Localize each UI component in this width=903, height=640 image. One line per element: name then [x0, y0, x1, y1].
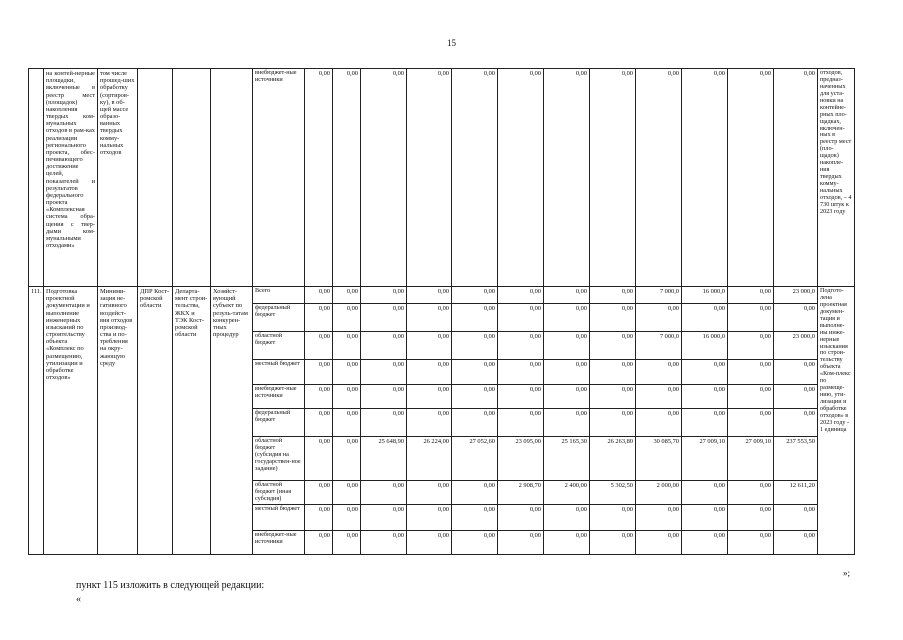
value-cell: 0,00 — [636, 409, 682, 437]
coexecutor — [173, 69, 211, 287]
value-cell: 0,00 — [544, 531, 590, 555]
value-cell: 0,00 — [590, 409, 636, 437]
value-cell: 0,00 — [728, 69, 774, 287]
table-row — [29, 69, 855, 287]
value-cell: 0,00 — [682, 385, 728, 409]
value-cell: 0,00 — [590, 505, 636, 531]
participant: Хозяйст-вующий субъект по резуль-татам конкурен-тных процедур — [211, 287, 253, 555]
value-cell: 0,00 — [728, 505, 774, 531]
value-cell: 0,00 — [498, 332, 544, 360]
value-cell: 0,00 — [728, 481, 774, 505]
value-cell: 0,00 — [774, 505, 818, 531]
value-cell: 0,00 — [498, 409, 544, 437]
funding-source: областной бюджет (субсидия на государствен-ное задание) — [253, 437, 305, 481]
value-cell: 16 000,0 — [682, 287, 728, 304]
value-cell: 0,00 — [728, 360, 774, 385]
value-cell: 0,00 — [774, 304, 818, 332]
opening-quote: « — [76, 594, 81, 605]
value-cell: 0,00 — [305, 437, 333, 481]
value-cell: 25 165,30 — [544, 437, 590, 481]
funding-source: областной бюджет (иная субсидия) — [253, 481, 305, 505]
value-cell: 0,00 — [682, 69, 728, 287]
value-cell: 0,00 — [361, 385, 407, 409]
funding-source: федеральный бюджет — [253, 409, 305, 437]
value-cell: 0,00 — [333, 531, 361, 555]
value-cell: 0,00 — [544, 360, 590, 385]
value-cell: 0,00 — [590, 304, 636, 332]
value-cell: 0,00 — [590, 531, 636, 555]
value-cell: 0,00 — [544, 304, 590, 332]
result: Подгото-лена проектная докумен-тация и выполне-ны инже-нерные изыскания по строи-тельству объекта «Ком-плекс по размеще-нию, ути-лизации и обработке отходов» в 2023 году - 1 единица — [818, 287, 855, 555]
funding-source: Всего — [253, 287, 305, 304]
value-cell: 0,00 — [728, 287, 774, 304]
value-cell: 0,00 — [361, 332, 407, 360]
row-number: 111. — [29, 287, 44, 555]
value-cell: 26 224,00 — [407, 437, 452, 481]
value-cell: 0,00 — [636, 304, 682, 332]
value-cell: 0,00 — [544, 332, 590, 360]
indicator: Миними-зация не-гативного воздейст-вия отходов производ-ства и по-требления на окру-жающую среду — [98, 287, 138, 555]
closing-quote: »; — [843, 568, 851, 578]
indicator: том числе прошед-ших обработку (сортиров-ку), в об-щей массе образо-ванных твердых комму-нальных отходов — [98, 69, 138, 287]
value-cell: 0,00 — [305, 304, 333, 332]
value-cell: 0,00 — [305, 69, 333, 287]
result: отходов, предназ-наченных для уста-новки на контейне-рных пло-щадках, включен-ных в реестр мест (пло-щадок) накопле-ния твердых комму-нальных отходов, – 4 730 штук к 2023 году — [818, 69, 855, 287]
value-cell: 12 611,20 — [774, 481, 818, 505]
value-cell: 0,00 — [305, 385, 333, 409]
value-cell: 0,00 — [305, 531, 333, 555]
value-cell: 0,00 — [774, 385, 818, 409]
value-cell: 23 095,00 — [498, 437, 544, 481]
value-cell: 0,00 — [305, 409, 333, 437]
value-cell: 0,00 — [305, 505, 333, 531]
value-cell: 0,00 — [333, 287, 361, 304]
value-cell: 0,00 — [407, 385, 452, 409]
executor — [138, 69, 173, 287]
value-cell: 0,00 — [590, 332, 636, 360]
funding-source: местный бюджет — [253, 360, 305, 385]
funding-source: внебюджет-ные источники — [253, 69, 305, 287]
value-cell: 0,00 — [407, 531, 452, 555]
value-cell: 0,00 — [682, 531, 728, 555]
value-cell: 0,00 — [452, 304, 498, 332]
value-cell: 0,00 — [728, 385, 774, 409]
value-cell: 0,00 — [452, 505, 498, 531]
value-cell: 0,00 — [774, 409, 818, 437]
value-cell: 0,00 — [333, 360, 361, 385]
value-cell: 27 052,60 — [452, 437, 498, 481]
value-cell: 0,00 — [452, 287, 498, 304]
funding-source: федеральный бюджет — [253, 304, 305, 332]
value-cell: 0,00 — [407, 304, 452, 332]
value-cell: 0,00 — [544, 287, 590, 304]
value-cell: 27 009,10 — [728, 437, 774, 481]
value-cell: 0,00 — [333, 332, 361, 360]
value-cell: 0,00 — [407, 481, 452, 505]
executor: ДПР Кост-ромской области — [138, 287, 173, 555]
value-cell: 0,00 — [333, 304, 361, 332]
value-cell: 0,00 — [728, 409, 774, 437]
value-cell: 23 000,0 — [774, 332, 818, 360]
value-cell: 0,00 — [361, 531, 407, 555]
value-cell: 0,00 — [361, 481, 407, 505]
value-cell: 0,00 — [333, 69, 361, 287]
value-cell: 30 085,70 — [636, 437, 682, 481]
value-cell: 0,00 — [544, 385, 590, 409]
value-cell: 0,00 — [361, 409, 407, 437]
event-name: на контей-нерные площадки, включенные в реестр мест (площадок) накопления твердых ком-мунальных отходов в рам-ках реализации регионального проекта, обес-печивающего достижение целей, показателей и результатов федерального проекта «Комплексная система обра-щения с твер-дыми ком-мунальными отходами» — [44, 69, 98, 287]
value-cell: 237 553,50 — [774, 437, 818, 481]
value-cell: 0,00 — [361, 360, 407, 385]
value-cell: 0,00 — [361, 69, 407, 287]
value-cell: 0,00 — [498, 69, 544, 287]
value-cell: 0,00 — [407, 287, 452, 304]
row-number — [29, 69, 44, 287]
value-cell: 0,00 — [774, 360, 818, 385]
value-cell: 0,00 — [498, 531, 544, 555]
value-cell: 0,00 — [498, 385, 544, 409]
value-cell: 0,00 — [361, 505, 407, 531]
value-cell: 0,00 — [636, 505, 682, 531]
funding-source: внебюджет-ные источники — [253, 385, 305, 409]
value-cell: 0,00 — [452, 332, 498, 360]
value-cell: 0,00 — [452, 531, 498, 555]
page-number: 15 — [447, 38, 456, 48]
value-cell: 0,00 — [452, 360, 498, 385]
value-cell: 0,00 — [682, 304, 728, 332]
value-cell: 0,00 — [636, 385, 682, 409]
value-cell: 0,00 — [636, 531, 682, 555]
table-row — [29, 287, 855, 304]
value-cell: 23 000,0 — [774, 287, 818, 304]
value-cell: 0,00 — [544, 69, 590, 287]
value-cell: 5 302,50 — [590, 481, 636, 505]
funding-source: местный бюджет — [253, 505, 305, 531]
value-cell: 0,00 — [728, 332, 774, 360]
value-cell: 0,00 — [728, 531, 774, 555]
coexecutor: Департа-мент строи-тельства, ЖКХ и ТЭК Кост-ромской области — [173, 287, 211, 555]
budget-table — [28, 68, 855, 555]
value-cell: 0,00 — [305, 360, 333, 385]
value-cell: 2 908,70 — [498, 481, 544, 505]
value-cell: 0,00 — [728, 304, 774, 332]
value-cell: 0,00 — [544, 409, 590, 437]
value-cell: 0,00 — [333, 385, 361, 409]
value-cell: 0,00 — [636, 69, 682, 287]
value-cell: 0,00 — [361, 287, 407, 304]
funding-source: внебюджет-ные источники — [253, 531, 305, 555]
value-cell: 0,00 — [498, 304, 544, 332]
value-cell: 0,00 — [407, 409, 452, 437]
value-cell: 0,00 — [333, 505, 361, 531]
value-cell: 0,00 — [407, 505, 452, 531]
value-cell: 0,00 — [452, 385, 498, 409]
value-cell: 0,00 — [361, 304, 407, 332]
value-cell: 0,00 — [452, 69, 498, 287]
value-cell: 27 009,10 — [682, 437, 728, 481]
participant — [211, 69, 253, 287]
value-cell: 7 000,0 — [636, 332, 682, 360]
value-cell: 0,00 — [305, 332, 333, 360]
value-cell: 0,00 — [590, 360, 636, 385]
value-cell: 2 000,00 — [636, 481, 682, 505]
value-cell: 0,00 — [333, 481, 361, 505]
instruction-text: пункт 115 изложить в следующей редакции: — [76, 580, 265, 591]
value-cell: 0,00 — [498, 360, 544, 385]
value-cell: 0,00 — [498, 505, 544, 531]
value-cell: 0,00 — [590, 287, 636, 304]
value-cell: 0,00 — [590, 69, 636, 287]
value-cell: 0,00 — [333, 437, 361, 481]
value-cell: 0,00 — [774, 531, 818, 555]
value-cell: 0,00 — [407, 69, 452, 287]
funding-source: областной бюджет — [253, 332, 305, 360]
value-cell: 0,00 — [498, 287, 544, 304]
value-cell: 25 648,90 — [361, 437, 407, 481]
value-cell: 0,00 — [636, 360, 682, 385]
value-cell: 0,00 — [682, 409, 728, 437]
value-cell: 0,00 — [407, 360, 452, 385]
value-cell: 0,00 — [774, 69, 818, 287]
value-cell: 2 400,00 — [544, 481, 590, 505]
value-cell: 0,00 — [407, 332, 452, 360]
value-cell: 0,00 — [333, 409, 361, 437]
value-cell: 0,00 — [305, 481, 333, 505]
value-cell: 0,00 — [590, 385, 636, 409]
value-cell: 26 263,80 — [590, 437, 636, 481]
value-cell: 0,00 — [452, 481, 498, 505]
value-cell: 0,00 — [305, 287, 333, 304]
value-cell: 7 000,0 — [636, 287, 682, 304]
value-cell: 0,00 — [682, 360, 728, 385]
value-cell: 0,00 — [682, 481, 728, 505]
value-cell: 16 000,0 — [682, 332, 728, 360]
value-cell: 0,00 — [682, 505, 728, 531]
value-cell: 0,00 — [544, 505, 590, 531]
value-cell: 0,00 — [452, 409, 498, 437]
event-name: Подготовка проектной документации и выполнение инженерных изысканий по строительству объекта «Комплекс по размещению, утилизации и обработке отходов» — [44, 287, 98, 555]
